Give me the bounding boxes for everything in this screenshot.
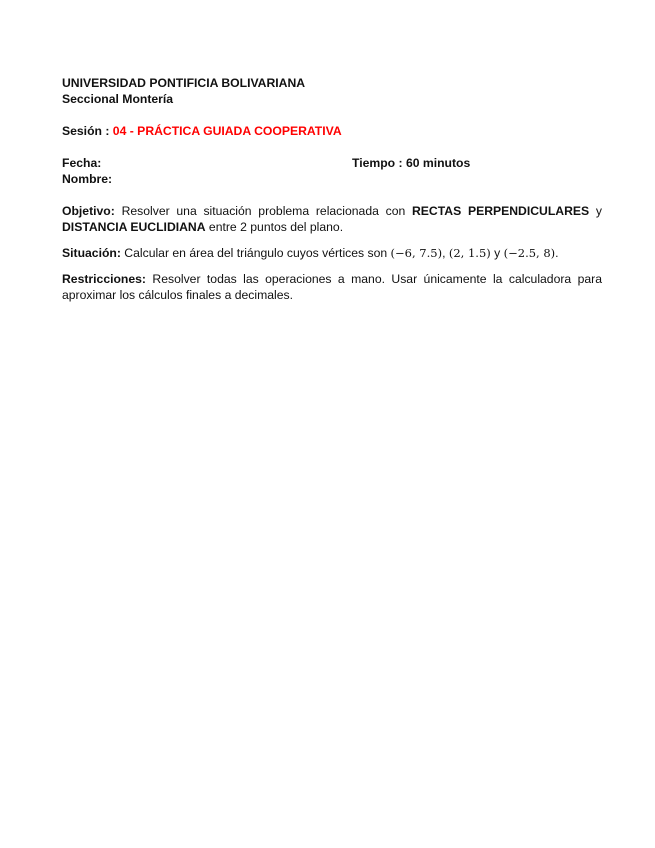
name-label: Nombre: xyxy=(62,172,113,186)
situation-sep-1: , xyxy=(442,246,449,260)
university-name: UNIVERSIDAD PONTIFICIA BOLIVARIANA xyxy=(62,76,306,90)
document-page xyxy=(62,75,602,303)
situation-label: Situación: xyxy=(62,246,121,260)
objective-label: Objetivo: xyxy=(62,204,115,218)
situation-sep-2: y xyxy=(490,246,504,260)
objective-text-1: Resolver una situación problema relacionada con xyxy=(114,204,412,218)
restrictions-label: Restricciones: xyxy=(62,272,146,286)
vertex-3: (−2.5, 8) xyxy=(503,246,556,260)
objective-paragraph xyxy=(62,203,602,235)
date-label: Fecha: xyxy=(62,156,102,170)
objective-text-2: y xyxy=(589,204,602,218)
vertex-2: (2, 1.5) xyxy=(448,246,491,260)
restrictions-text: Resolver todas las operaciones a mano. Usar únicamente la calculadora para aproximar los cálculos finales a decimales. xyxy=(62,272,602,302)
vertex-1: (−6, 7.5) xyxy=(390,246,443,260)
time-label: Tiempo : 60 minutos xyxy=(352,156,471,170)
campus-name: Seccional Montería xyxy=(62,92,174,106)
restrictions-paragraph xyxy=(62,271,602,303)
objective-text-3: entre 2 puntos del plano. xyxy=(205,220,344,234)
situation-text: Calcular en área del triángulo cuyos vértices son xyxy=(120,246,391,260)
meta-row xyxy=(62,155,602,171)
session-line xyxy=(62,123,602,139)
situation-paragraph xyxy=(62,245,602,261)
session-label: Sesión : xyxy=(62,124,110,138)
session-title: 04 - PRÁCTICA GUIADA COOPERATIVA xyxy=(112,124,342,138)
objective-term-distance: DISTANCIA EUCLIDIANA xyxy=(62,220,206,234)
situation-end: . xyxy=(555,246,559,260)
objective-term-perpendicular: RECTAS PERPENDICULARES xyxy=(412,204,590,218)
